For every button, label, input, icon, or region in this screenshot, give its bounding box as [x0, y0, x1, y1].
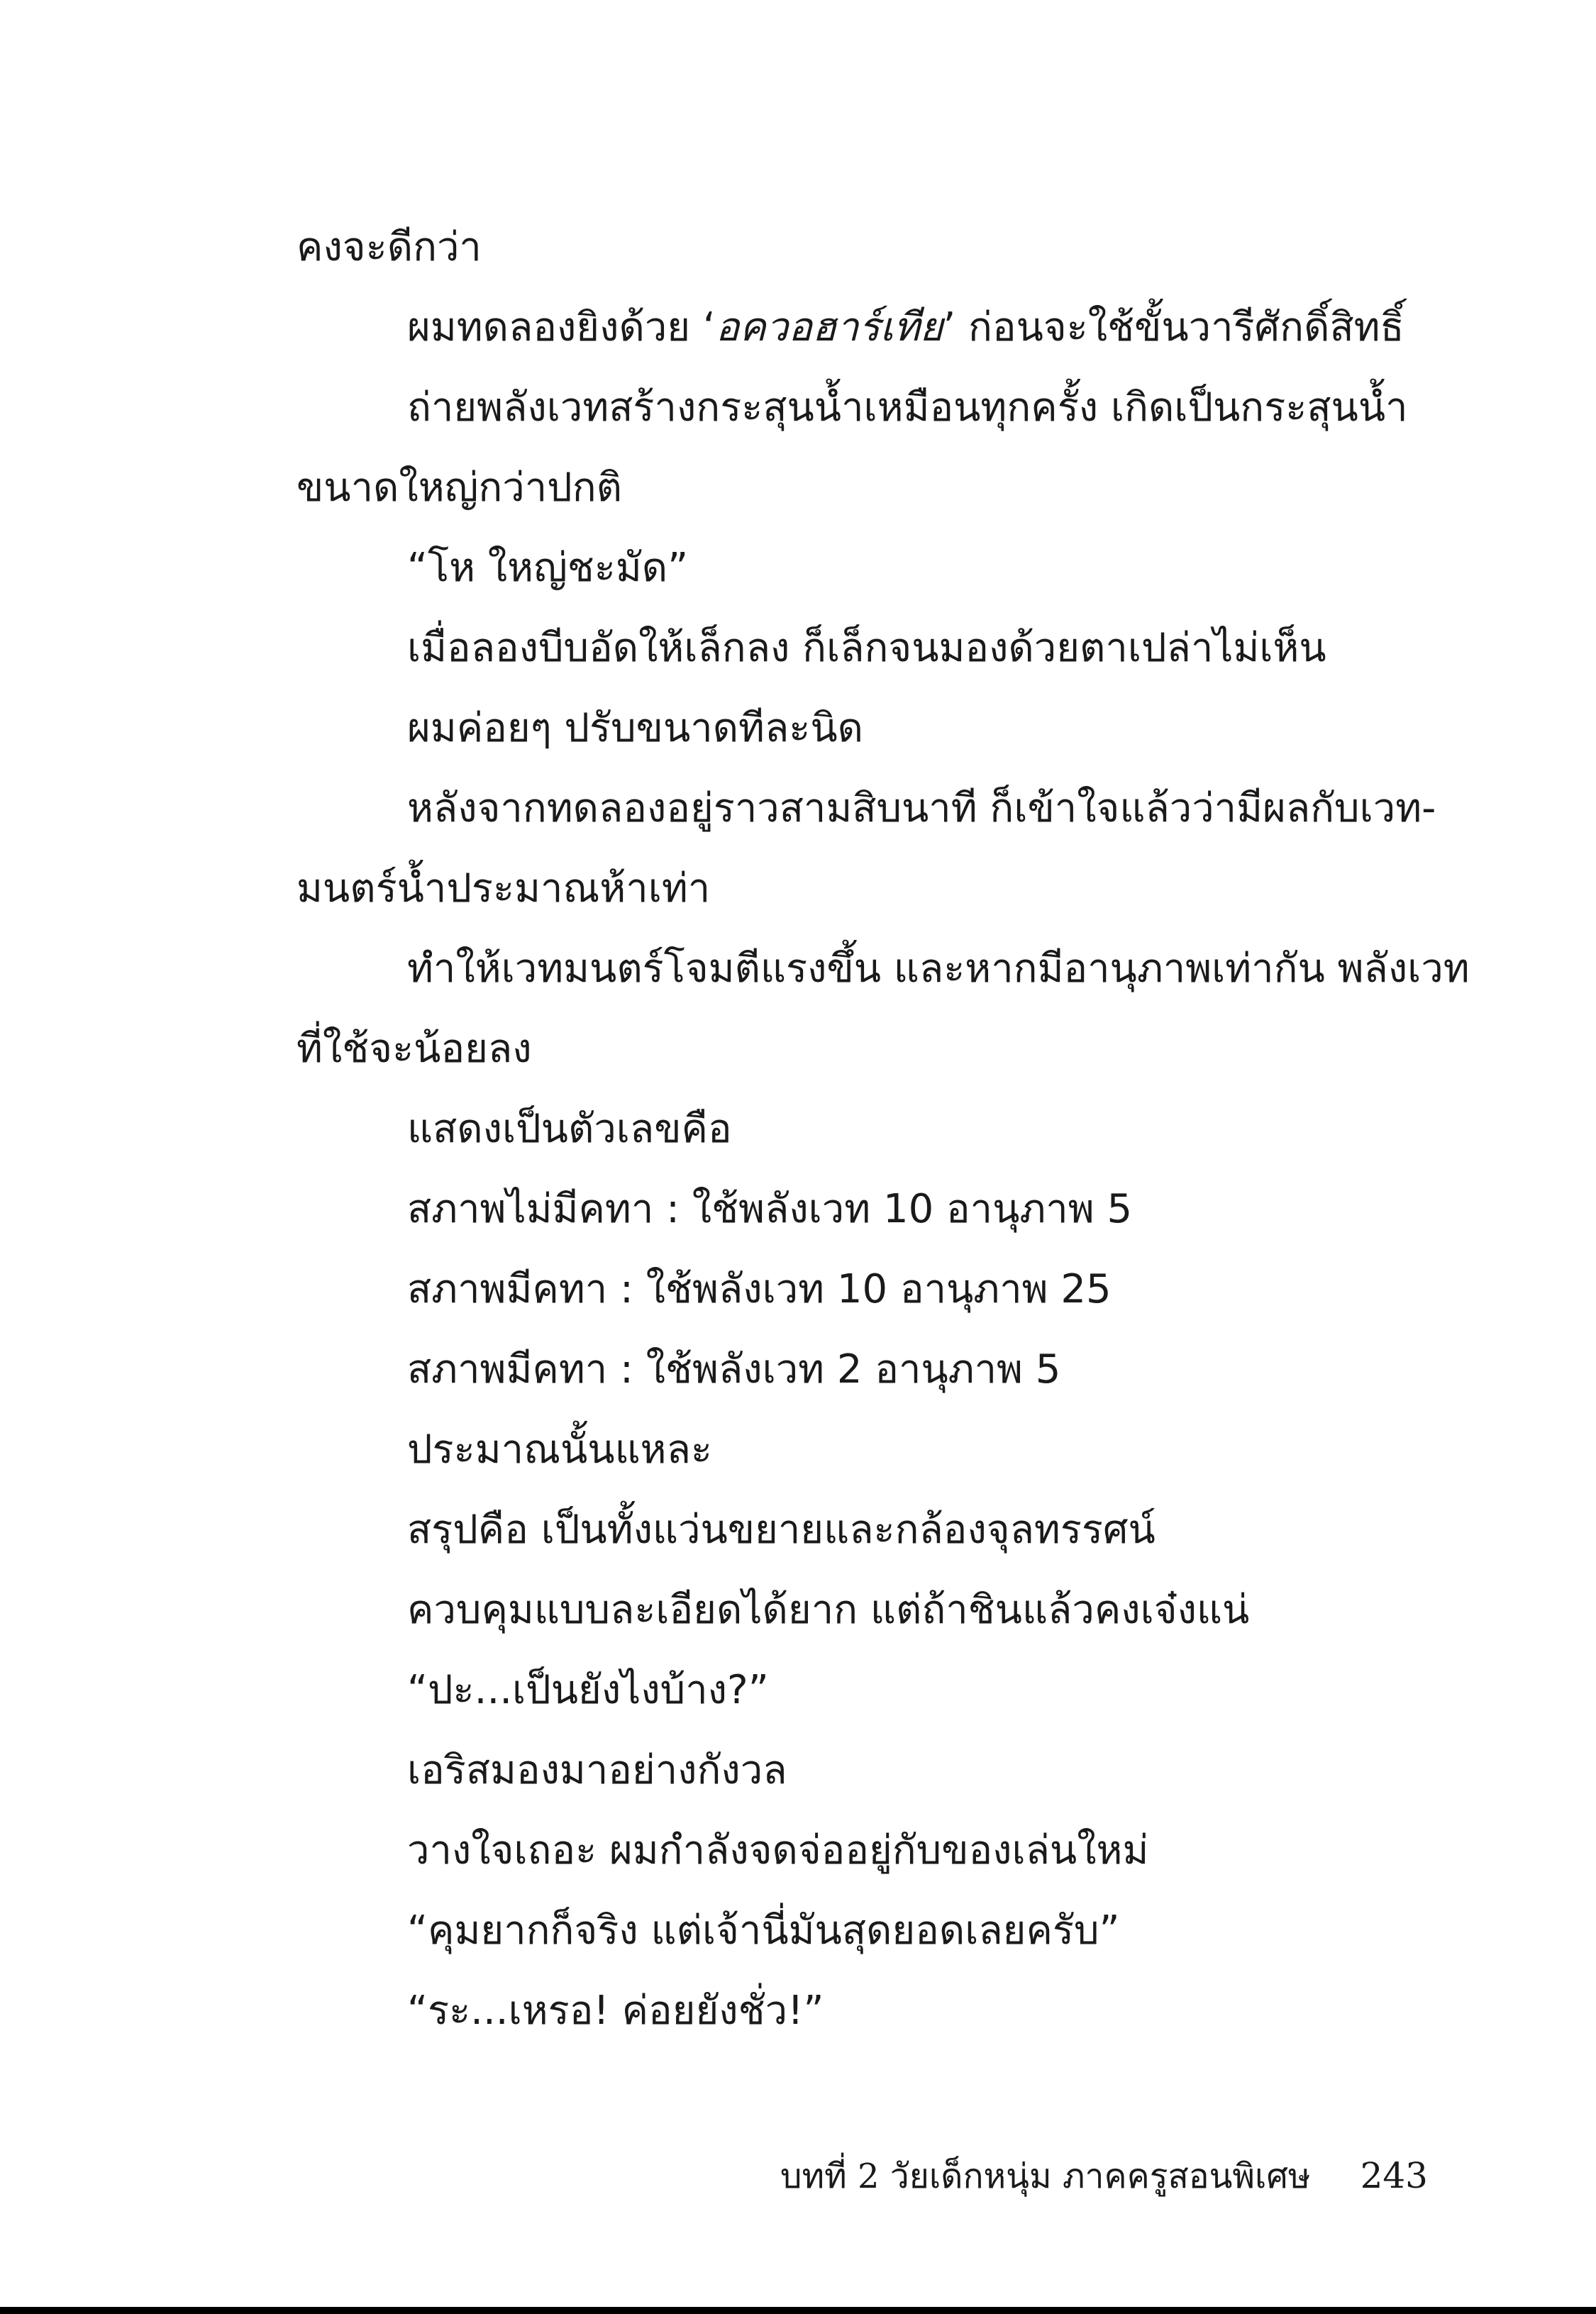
text-line: แสดงเป็นตัวเลขคือ — [407, 1106, 732, 1152]
text-segment: ’ ก่อนจะใช้ขั้นวารีศักดิ์สิทธิ์ — [943, 304, 1404, 350]
text-line: ถ่ายพลังเวทสร้างกระสุนน้ำเหมือนทุกครั้ง เกิดเป็นกระสุนน้ำ — [407, 384, 1408, 431]
running-footer — [780, 2151, 1428, 2200]
chapter-title: บทที่ 2 วัยเด็กหนุ่ม ภาคครูสอนพิเศษ — [780, 2157, 1311, 2196]
text-line: ทำให้เวทมนตร์โจมตีแรงขึ้น และหากมีอานุภาพเท่ากัน พลังเวท — [407, 946, 1470, 992]
text-line: ขนาดใหญ่กว่าปกติ — [297, 465, 622, 511]
page-number: 243 — [1360, 2155, 1428, 2196]
text-line: เมื่อลองบีบอัดให้เล็กลง ก็เล็กจนมองด้วยตาเปล่าไม่เห็น — [407, 625, 1326, 671]
text-line: ที่ใช้จะน้อยลง — [297, 1026, 532, 1072]
text-line: “โห ใหญ่ชะมัด” — [407, 545, 689, 591]
text-line: สภาพมีคทา : ใช้พลังเวท 10 อานุภาพ 25 — [407, 1266, 1112, 1312]
text-line: ประมาณนั้นแหละ — [407, 1427, 712, 1473]
bottom-edge-rule — [0, 2307, 1596, 2314]
text-line: “คุมยากก็จริง แต่เจ้านี่มันสุดยอดเลยครับ” — [407, 1908, 1120, 1954]
text-line — [297, 287, 1403, 367]
spell-name: อควอฮาร์เทีย — [715, 304, 943, 350]
text-segment: ผมทดลองยิงด้วย ‘ — [407, 304, 716, 350]
text-line: สภาพมีคทา : ใช้พลังเวท 2 อานุภาพ 5 — [407, 1346, 1061, 1393]
text-line: “ปะ...เป็นยังไงบ้าง?” — [407, 1667, 769, 1713]
body-text — [297, 207, 1470, 2051]
text-line: วางใจเถอะ ผมกำลังจดจ่ออยู่กับของเล่นใหม่ — [407, 1827, 1149, 1873]
text-line: เอริสมองมาอย่างกังวล — [407, 1747, 787, 1793]
text-line: สภาพไม่มีคทา : ใช้พลังเวท 10 อานุภาพ 5 — [407, 1186, 1133, 1232]
text-line: มนตร์น้ำประมาณห้าเท่า — [297, 865, 711, 912]
text-line: “ระ...เหรอ! ค่อยยังชั่ว!” — [407, 1988, 824, 2034]
text-line: หลังจากทดลองอยู่ราวสามสิบนาที ก็เข้าใจแล้วว่ามีผลกับเวท- — [407, 785, 1436, 831]
text-line: ผมค่อยๆ ปรับขนาดทีละนิด — [407, 705, 864, 751]
text-line: คงจะดีกว่า — [297, 224, 482, 270]
text-line: สรุปคือ เป็นทั้งแว่นขยายและกล้องจุลทรรศน์ — [407, 1507, 1156, 1553]
text-line: ควบคุมแบบละเอียดได้ยาก แต่ถ้าชินแล้วคงเจ๋งแน่ — [407, 1587, 1250, 1633]
